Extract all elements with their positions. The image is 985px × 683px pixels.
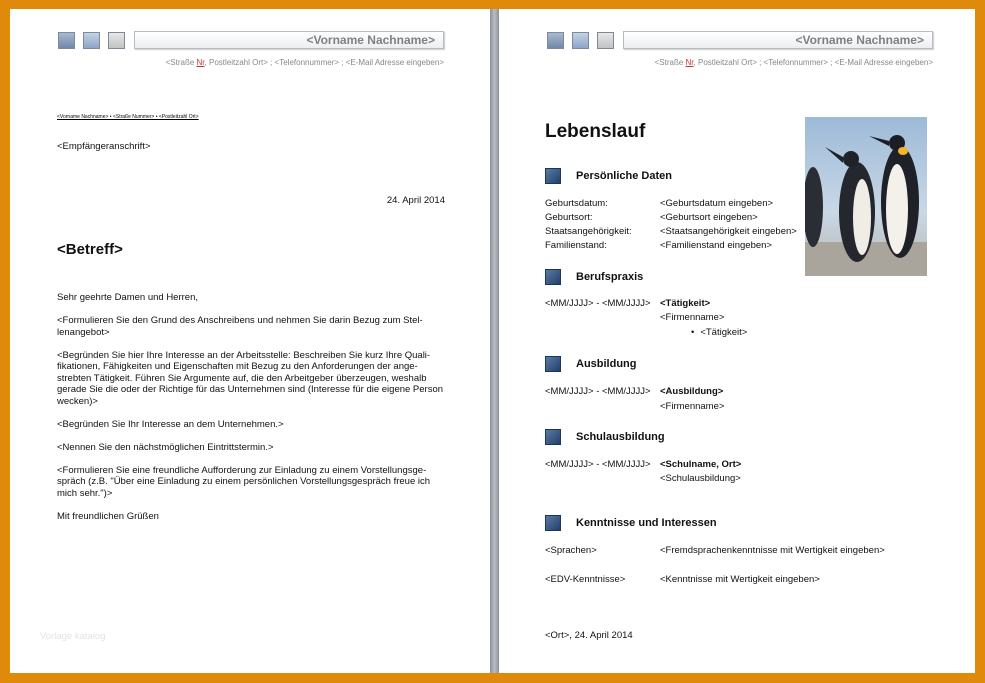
task-bullet: • <Tätigkeit> xyxy=(691,327,747,338)
letter-date: 24. April 2014 xyxy=(386,195,445,206)
skill-value: <Fremdsprachenkenntnisse mit Wertigkeit eingeben> xyxy=(660,545,885,556)
header-square-icon xyxy=(83,32,100,49)
section-skills xyxy=(545,515,865,531)
template-footer: Vorlage katalog xyxy=(40,631,106,642)
section-bullet-icon xyxy=(545,429,561,445)
period: <MM/JJJJ> - <MM/JJJJ> xyxy=(545,459,651,470)
section-title: Schulausbildung xyxy=(576,431,665,443)
address-text: <Straße xyxy=(654,58,686,67)
penguins-photo xyxy=(805,117,927,276)
address-number: Nr xyxy=(196,58,205,67)
training: <Ausbildung> xyxy=(660,386,724,397)
section-bullet-icon xyxy=(545,515,561,531)
section-personal xyxy=(545,168,865,184)
address-number: Nr xyxy=(685,58,694,67)
label: Familienstand: xyxy=(545,240,607,251)
section-education xyxy=(545,356,865,372)
letter-subject: <Betreff> xyxy=(57,241,123,258)
section-title: Berufspraxis xyxy=(576,271,644,283)
position: <Tätigkeit> xyxy=(660,298,711,309)
header-address xyxy=(547,58,933,67)
cv-header xyxy=(547,31,933,51)
place-date: <Ort>, 24. April 2014 xyxy=(545,630,633,641)
cover-letter-page xyxy=(10,9,490,673)
cv-title: Lebenslauf xyxy=(545,121,646,142)
paragraph: <Nennen Sie den nächstmöglichen Eintrittstermin.> xyxy=(57,441,274,453)
sender-line: <Vorname Nachname> • <Straße Nummer> • <Postleitzahl Ort> xyxy=(57,114,199,120)
header-square-icon xyxy=(597,32,614,49)
section-bullet-icon xyxy=(545,356,561,372)
skill-value: <Kenntnisse mit Wertigkeit eingeben> xyxy=(660,574,820,585)
salutation: Sehr geehrte Damen und Herren, xyxy=(57,292,198,303)
section-title: Ausbildung xyxy=(576,358,637,370)
period: <MM/JJJJ> - <MM/JJJJ> xyxy=(545,298,651,309)
cv-page xyxy=(499,9,975,673)
closing: Mit freundlichen Grüßen xyxy=(57,510,159,522)
header-square-icon xyxy=(108,32,125,49)
label: Geburtsort: xyxy=(545,212,593,223)
value: <Familienstand eingeben> xyxy=(660,240,772,251)
paragraph: <Formulieren Sie eine freundliche Aufforderung zur Einladung zu einem Vorstellungsge-spräch (z.B. "Über eine Einladung zu einem persönlichen Vorstellungsgespräch freue ich mich sehr.")> xyxy=(57,464,431,499)
skill-label: <Sprachen> xyxy=(545,545,597,556)
value: <Geburtsort eingeben> xyxy=(660,212,758,223)
header-square-icon xyxy=(58,32,75,49)
recipient-address: <Empfängeranschrift> xyxy=(57,141,151,152)
letter-body xyxy=(57,292,447,534)
address-text-rest: , Postleitzahl Ort> ; <Telefonnummer> ; <E-Mail Adresse eingeben> xyxy=(204,58,444,67)
section-work xyxy=(545,269,865,285)
header-name: <Vorname Nachname> xyxy=(623,31,933,49)
paragraph: <Formulieren Sie den Grund des Anschreibens und nehmen Sie darin Bezug zum Stel-lenangebot> xyxy=(57,315,423,338)
paragraph: <Begründen Sie Ihr Interesse an dem Unternehmen.> xyxy=(57,418,284,430)
company: <Firmenname> xyxy=(660,401,725,412)
paragraph: <Begründen Sie hier Ihre Interesse an der Arbeitsstelle: Beschreiben Sie kurz Ihre Quali-fikationen, Fähigkeiten und Eigenschaften mit Bezug zu den Anforderungen der ange-strebten Tätigkeit. Führen Sie Argumente auf, die den Arbeitgeber überzeugen, weshalb gerade Sie die oder der Richtige für das Unternehmen sind (Interesse für die eigene Person wecken)> xyxy=(57,349,444,407)
header-square-icon xyxy=(572,32,589,49)
value: <Staatsangehörigkeit eingeben> xyxy=(660,226,797,237)
page-divider xyxy=(490,9,499,673)
skill-label: <EDV-Kenntnisse> xyxy=(545,574,626,585)
letter-header xyxy=(58,31,444,51)
header-address xyxy=(58,58,444,67)
school-name: <Schulname, Ort> xyxy=(660,459,742,470)
company: <Firmenname> xyxy=(660,312,725,323)
section-title: Persönliche Daten xyxy=(576,170,672,182)
section-bullet-icon xyxy=(545,168,561,184)
header-square-icon xyxy=(547,32,564,49)
label: Geburtsdatum: xyxy=(545,198,608,209)
address-text-rest: , Postleitzahl Ort> ; <Telefonnummer> ; <E-Mail Adresse eingeben> xyxy=(693,58,933,67)
section-bullet-icon xyxy=(545,269,561,285)
value: <Geburtsdatum eingeben> xyxy=(660,198,774,209)
section-school xyxy=(545,429,865,445)
period: <MM/JJJJ> - <MM/JJJJ> xyxy=(545,386,651,397)
section-title: Kenntnisse und Interessen xyxy=(576,517,717,529)
address-text: <Straße xyxy=(165,58,197,67)
header-name: <Vorname Nachname> xyxy=(134,31,444,49)
label: Staatsangehörigkeit: xyxy=(545,226,632,237)
school-training: <Schulausbildung> xyxy=(660,473,741,484)
